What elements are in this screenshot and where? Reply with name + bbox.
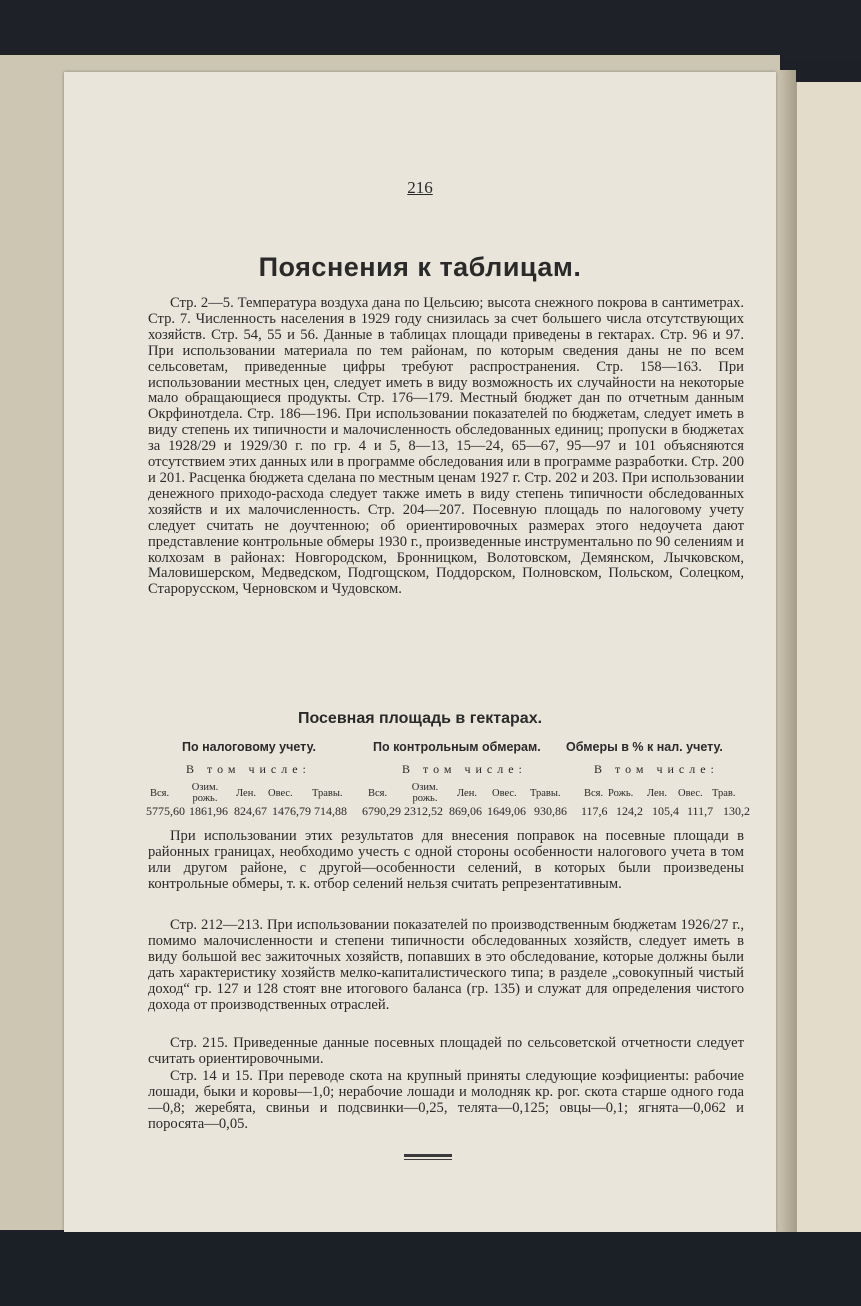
paragraph-3: Стр. 212—213. При использовании показателей по производственным бюджетам 1926/27 г., помимо малочисленности и степени типичности обследованных хозяйств, следует иметь в виду большой вес зажиточных хозяйств, попавших в это обследование, которые должны были дать характеристику хозяйств мелко-капиталистического типа; в разделе „совокупный чистый доход“ гр. 127 и 128 стоят вне итогового баланса (гр. 135) и служат для определения чистого дохода от производственных отраслей. — [148, 917, 744, 1013]
col-header: Озим. рожь. — [411, 782, 439, 804]
paragraph-5: Стр. 14 и 15. При переводе скота на крупный приняты следующие коэфициенты: рабочие лошади, быки и коровы—1,0; нерабочие лошади и молодняк кр. рог. скота старше одного года—0,8; жеребята, свиньи и подсвинки—0,25, телята—0,125; овцы—0,1; ягнята—0,062 и поросята—0,05. — [148, 1068, 744, 1132]
table-cell: 869,06 — [449, 804, 482, 818]
scan-background-top — [0, 0, 861, 60]
end-rule-thin — [404, 1159, 452, 1160]
col-header: Лен. — [647, 788, 667, 799]
table-cell: 105,4 — [652, 804, 679, 818]
col-header: Лен. — [236, 788, 256, 799]
page-title: Пояснения к таблицам. — [258, 252, 582, 282]
table-cell: 5775,60 — [146, 804, 185, 818]
table-title: Посевная площадь в гектарах. — [297, 710, 543, 727]
paragraph-4: Стр. 215. Приведенные данные посевных площадей по сельсоветской отчетности следует считать ориентировочными. — [148, 1035, 744, 1067]
col-header: Вся. — [150, 788, 170, 799]
scan-background-bottom — [0, 1232, 861, 1306]
table-cell: 1649,06 — [487, 804, 526, 818]
col-header: Вся. — [584, 788, 604, 799]
paragraph-1: Стр. 2—5. Температура воздуха дана по Цельсию; высота снежного покрова в сантиметрах. Стр. 7. Численность населения в 1929 году снизилась за счет большего числа отсутствующих хозяйств. Стр. 54, 55 и 56. Данные в таблицах площади приведены в гектарах. Стр. 96 и 97. При использовании материала по тем районам, по которым сведения даны не по всем сельсоветам, приведенные цифры требуют распространения. Стр. 158—163. При использовании местных цен, следует иметь в виду возможность их случайности на некоторые мало обращающиеся продукты. Стр. 176—179. Местный бюджет дан по отчетным данным Окрфинотдела. Стр. 186—196. При использовании показателей по бюджетам, следует иметь в виду степень их типичности и малочисленность обследованных единиц; пропуски в бюджетах за 1928/29 и 1929/30 г. по гр. 4 и 5, 8—13, 15—24, 65—67, 95—97 и 101 объясняются отсутствием этих данных или в программе обследования или в программе разработки. Стр. 200 и 201. Расценка бюджета сделана по местным ценам 1927 г. Стр. 202 и 203. При использовании денежного приходо-расхода следует также иметь в виду степень типичности обследованных хозяйств и их малочисленность. Стр. 204—207. Посевную площадь по налоговому учету следует считать не доучтенною; об ориентировочных размерах этого недоучета дают представление контрольные обмеры 1930 г., произведенные инструментально по 90 селениям и колхозам в районах: Новгородском, Бронницком, Волотовском, Демянском, Лычковском, Маловишерском, Медведском, Подгощском, Поддорском, Полновском, Польском, Солецком, Старорусском, Черновском и Чудовском. — [148, 295, 744, 598]
end-rule — [404, 1154, 452, 1157]
table-group-tax: По налоговому учету. — [182, 740, 316, 754]
col-header: Овес. — [678, 788, 703, 799]
table-subheader-1: В том числе: — [186, 762, 311, 776]
col-header: Овес. — [492, 788, 517, 799]
table-cell: 2312,52 — [404, 804, 443, 818]
table-group-percent: Обмеры в % к нал. учету. — [566, 740, 723, 754]
col-header: Вся. — [368, 788, 388, 799]
table-subheader-3: В том числе: — [594, 762, 719, 776]
table-cell: 6790,29 — [362, 804, 401, 818]
paragraph-2: При использовании этих результатов для внесения поправок на посевные площади в районных границах, необходимо учесть с одной стороны особенности налогового учета в том или другом районе, с другой—особенности селений, в которых были произведены контрольные обмеры, т. к. отбор селений нельзя считать репрезентативным. — [148, 828, 744, 892]
document-page — [64, 72, 776, 1232]
table-group-control: По контрольным обмерам. — [373, 740, 541, 754]
col-header: Трав. — [712, 788, 736, 799]
table-cell: 130,2 — [723, 804, 750, 818]
table-cell: 930,86 — [534, 804, 567, 818]
col-header: Лен. — [457, 788, 477, 799]
col-header: Травы. — [530, 788, 561, 799]
table-subheader-2: В том числе: — [402, 762, 527, 776]
page-number: 216 — [407, 178, 433, 197]
table-cell: 117,6 — [581, 804, 608, 818]
col-header: Травы. — [312, 788, 343, 799]
table-cell: 1861,96 — [189, 804, 228, 818]
page-edge — [776, 70, 796, 1235]
table-cell: 124,2 — [616, 804, 643, 818]
col-header: Озим. рожь. — [191, 782, 219, 804]
table-cell: 824,67 — [234, 804, 267, 818]
col-header: Рожь. — [608, 788, 634, 799]
table-cell: 714,88 — [314, 804, 347, 818]
col-header: Овес. — [268, 788, 293, 799]
table-cell: 111,7 — [687, 804, 714, 818]
table-cell: 1476,79 — [272, 804, 311, 818]
facing-page — [795, 82, 861, 1242]
